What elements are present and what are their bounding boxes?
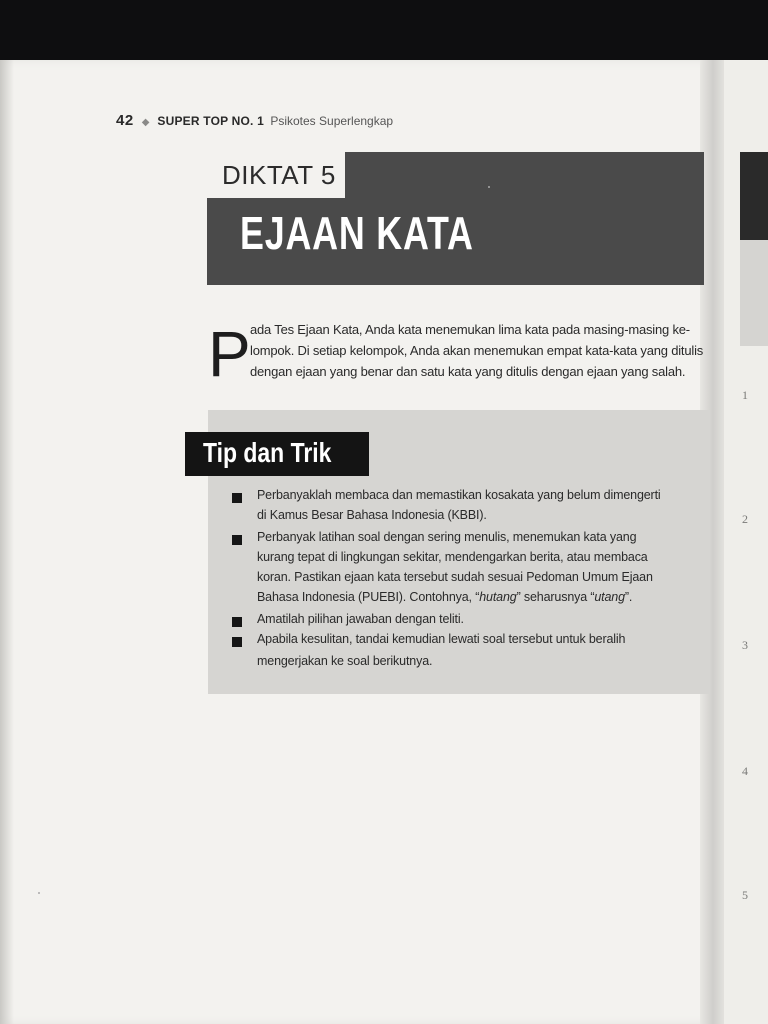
intro-line: lompok. Di setiap kelompok, Anda akan menemukan empat kata-kata yang ditulis: [250, 343, 704, 358]
page-number: 42: [116, 112, 134, 129]
facing-page-number: 5: [742, 888, 748, 902]
facing-page-number: 2: [742, 512, 748, 526]
intro-line: ada Tes Ejaan Kata, Anda kata menemukan lima kata pada masing-masing ke-: [250, 322, 690, 337]
book-subtitle: Psikotes Superlengkap: [270, 114, 394, 128]
facing-page-number: 4: [742, 764, 748, 778]
facing-page-heading-block: [740, 152, 768, 240]
example-right-word: utang: [594, 590, 625, 604]
running-header: [116, 112, 393, 129]
tip-line: Apabila kesulitan, tandai kemudian lewati soal tersebut untuk beralih: [257, 632, 626, 646]
tip-line: Perbanyak latihan soal dengan sering menulis, menemukan kata yang: [257, 530, 637, 544]
tips-heading: [185, 432, 369, 476]
tip-line: kurang tepat di lingkungan sekitar, mendengarkan berita, atau membaca: [257, 550, 648, 564]
square-bullet-icon: [232, 617, 242, 627]
tip-line: koran. Pastikan ejaan kata tersebut sudah sesuai Pedoman Umum Ejaan: [257, 570, 653, 584]
tips-heading-text: Tip dan Trik: [203, 437, 332, 468]
paper-speck: [38, 892, 40, 894]
series-title: SUPER TOP NO. 1: [157, 114, 264, 128]
example-wrong-word: hutang: [479, 590, 517, 604]
paper-speck: [488, 186, 490, 188]
example-text: Bahasa Indonesia (PUEBI). Contohnya, “: [257, 590, 480, 604]
facing-page-number: 1: [742, 388, 748, 402]
tip-line-example: [257, 590, 632, 604]
tip-line: Amatilah pilihan jawaban dengan teliti.: [257, 612, 464, 626]
facing-page-intro-block: [740, 240, 768, 346]
chapter-label: DIKTAT 5: [222, 160, 336, 190]
tip-line: di Kamus Besar Bahasa Indonesia (KBBI).: [257, 508, 487, 522]
square-bullet-icon: [232, 637, 242, 647]
square-bullet-icon: [232, 535, 242, 545]
square-bullet-icon: [232, 493, 242, 503]
intro-line: dengan ejaan yang benar dan satu kata yang ditulis dengan ejaan yang salah.: [250, 364, 686, 379]
example-text: ”.: [624, 590, 633, 604]
tip-line: mengerjakan ke soal berikutnya.: [257, 654, 433, 668]
example-text: ” seharusnya “: [516, 590, 595, 604]
tip-line: Perbanyaklah membaca dan memastikan kosakata yang belum dimengerti: [257, 488, 661, 502]
diamond-icon: ◆: [141, 117, 150, 128]
chapter-title: EJAAN KATA: [240, 207, 474, 259]
page-edge-shadow: [0, 60, 14, 1024]
facing-page-number: 3: [742, 638, 748, 652]
drop-cap: P: [208, 318, 251, 390]
